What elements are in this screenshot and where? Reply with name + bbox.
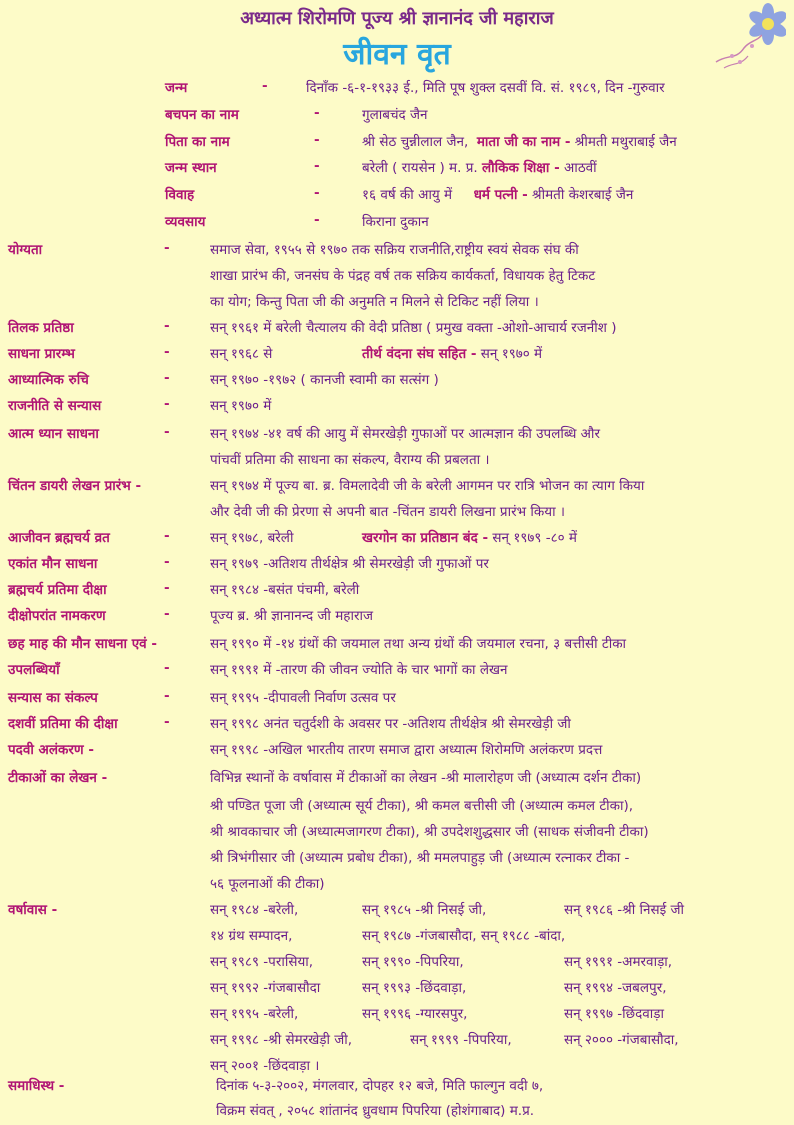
info-dash: -	[314, 212, 320, 228]
timeline-line: सन् १९९८ -अखिल भारतीय तारण समाज द्वारा अध्यात्म शिरोमणि अलंकरण प्रदत्त	[210, 742, 603, 758]
timeline-label: एकांत मौन साधना	[8, 556, 98, 572]
timeline-dash: -	[164, 580, 170, 596]
timeline-label: छह माह की मौन साधना एवं -	[8, 636, 157, 652]
varshavas-cell: सन् १९९३ -छिंदवाड़ा,	[362, 980, 467, 996]
samadhi-label: समाधिस्थ -	[8, 1078, 65, 1094]
timeline-line: पूज्य ब्र. श्री ज्ञानानन्द जी महाराज	[210, 608, 373, 624]
timeline-dash: -	[164, 714, 170, 730]
varshavas-cell: सन् १९९४ -जबलपुर,	[564, 980, 667, 996]
birthplace: बरेली ( रायसेन ) म. प्र.	[362, 160, 478, 176]
timeline-line: सन् १९९१ में -तारण की जीवन ज्योति के चार भागों का लेखन	[210, 662, 508, 678]
page-title: जीवन वृत	[343, 37, 451, 72]
info-dash: -	[262, 78, 268, 94]
timeline-line: सन् १९७० -१९७२ ( कानजी स्वामी का सत्संग )	[210, 372, 439, 388]
timeline-dash: -	[164, 344, 170, 360]
timeline-label: उपलब्धियाँ	[8, 662, 60, 678]
samadhi-line: दिनांक ५-३-२००२, मंगलवार, दोपहर १२ बजे, मिति फाल्गुन वदी ७,	[216, 1078, 544, 1094]
timeline-extra	[362, 344, 542, 362]
timeline-line: सन् १९६१ में बरेली चैत्यालय की वेदी प्रतिष्ठा ( प्रमुख वक्ता -ओशो-आचार्य रजनीश )	[210, 320, 617, 336]
wife-label: धर्म पत्नी -	[473, 187, 528, 203]
timeline-dash: -	[164, 370, 170, 386]
varshavas-label: वर्षावास -	[8, 902, 58, 918]
timeline-line: का योग; किन्तु पिता जी की अनुमति न मिलने से टिकिट नहीं लिया ।	[210, 294, 539, 310]
timeline-label: टीकाओं का लेखन -	[8, 770, 108, 786]
varshavas-cell: सन् २००१ -छिंदवाड़ा ।	[210, 1058, 320, 1074]
flower-ornament-icon	[714, 2, 786, 70]
khargone-label: खरगोन का प्रतिष्ठान बंद -	[362, 530, 489, 546]
timeline-label: दीक्षोपरांत नामकरण	[8, 608, 106, 624]
varshavas-cell: सन् १९८४ -बरेली,	[210, 902, 299, 918]
varshavas-cell: सन् १९८६ -श्री निसई जी	[564, 902, 685, 918]
timeline-line: सन् १९७० में	[210, 398, 272, 414]
info-value	[362, 158, 597, 176]
timeline-line: सन् १९७८, बरेली	[210, 530, 294, 546]
varshavas-cell: सन् १९९५ -बरेली,	[210, 1006, 299, 1022]
timeline-line: ५६ फूलनाओं की टीका)	[210, 876, 325, 892]
timeline-line: सन् १९८४ -बसंत पंचमी, बरेली	[210, 582, 360, 598]
timeline-label: दशवीं प्रतिमा की दीक्षा	[8, 716, 118, 732]
info-value	[362, 185, 633, 203]
education-label: लौकिक शिक्षा -	[481, 160, 560, 176]
timeline-line: श्री श्रावकाचार जी (अध्यात्मजागरण टीका), श्री उपदेशशुद्धसार जी (साधक संजीवनी टीका)	[210, 824, 649, 840]
wife-name: श्रीमती केशरबाई जैन	[532, 187, 634, 203]
timeline-dash: -	[164, 240, 170, 256]
timeline-line: सन् १९७९ -अतिशय तीर्थक्षेत्र श्री सेमरखेड़ी जी गुफाओं पर	[210, 556, 489, 572]
timeline-line: सन् १९७४ में पूज्य बा. ब्र. विमलादेवी जी के बरेली आगमन पर रात्रि भोजन का त्याग किया	[210, 478, 645, 494]
varshavas-cell: सन् १९९७ -छिंदवाड़ा	[564, 1006, 665, 1022]
timeline-label: तिलक प्रतिष्ठा	[8, 320, 74, 336]
timeline-dash: -	[164, 318, 170, 334]
info-value: गुलाबचंद जैन	[362, 107, 428, 123]
timeline-label: चिंतन डायरी लेखन प्रारंभ -	[8, 478, 142, 494]
timeline-label: आत्म ध्यान साधना	[8, 426, 99, 442]
info-dash: -	[314, 105, 320, 121]
info-label: जन्म	[165, 80, 188, 96]
varshavas-cell: सन् १९९९ -पिपरिया,	[410, 1032, 512, 1048]
samadhi-line: विक्रम संवत् , २०५८ शांतानंद ध्रुवधाम पिपरिया (होशंगाबाद) म.प्र.	[216, 1103, 535, 1119]
timeline-line: शाखा प्रारंभ की, जनसंघ के पंद्रह वर्ष तक सक्रिय कार्यकर्ता, विधायक हेतु टिकट	[210, 268, 596, 284]
info-label: बचपन का नाम	[165, 107, 239, 123]
timeline-line: विभिन्न स्थानों के वर्षावास में टीकाओं का लेखन -श्री मालारोहण जी (अध्यात्म दर्शन टीका)	[210, 770, 642, 786]
varshavas-cell: सन् १९९१ -अमरवाड़ा,	[564, 954, 673, 970]
varshavas-cell: १४ ग्रंथ सम्पादन,	[210, 928, 293, 944]
timeline-dash: -	[164, 606, 170, 622]
timeline-line: सन् १९७४ -४१ वर्ष की आयु में सेमरखेड़ी गुफाओं पर आत्मज्ञान की उपलब्धि और	[210, 426, 601, 442]
timeline-dash: -	[164, 396, 170, 412]
marriage-age: १६ वर्ष की आयु में	[362, 187, 453, 203]
timeline-dash: -	[164, 554, 170, 570]
timeline-label: आध्यात्मिक रुचि	[8, 372, 89, 388]
varshavas-cell: सन् १९९६ -ग्यारसपुर,	[362, 1006, 468, 1022]
timeline-line: पांचवीं प्रतिमा की साधना का संकल्प, वैराग्य की प्रबलता ।	[210, 452, 490, 468]
info-value: दिनाँक -६-१-१९३३ ई., मिति पूष शुक्ल दसवीं वि. सं. १९८९, दिन -गुरुवार	[306, 80, 665, 96]
varshavas-cell: सन् १९९८ -श्री सेमरखेड़ी जी,	[210, 1032, 353, 1048]
info-dash: -	[314, 158, 320, 174]
timeline-line: सन् १९६८ से	[210, 346, 273, 362]
timeline-line: समाज सेवा, १९५५ से १९७० तक सक्रिय राजनीति,राष्ट्रीय स्वयं सेवक संघ की	[210, 242, 579, 258]
timeline-label: सन्यास का संकल्प	[8, 690, 98, 706]
timeline-label: राजनीति से सन्यास	[8, 398, 102, 414]
timeline-dash: -	[164, 424, 170, 440]
varshavas-cell: सन् १९९० -पिपरिया,	[362, 954, 464, 970]
page-subtitle: अध्यात्म शिरोमणि पूज्य श्री ज्ञानानंद जी महाराज	[240, 8, 554, 29]
varshavas-cell: सन् १९८५ -श्री निसई जी,	[362, 902, 487, 918]
info-value	[362, 132, 677, 150]
info-value: किराना दुकान	[362, 214, 429, 230]
pilgrimage-label: तीर्थ वंदना संघ सहित -	[362, 346, 477, 362]
mother-label: माता जी का नाम -	[476, 134, 571, 150]
timeline-dash: -	[164, 688, 170, 704]
father-name: श्री सेठ चुन्नीलाल जैन,	[362, 134, 469, 150]
info-label: जन्म स्थान	[165, 160, 217, 176]
timeline-label: साधना प्रारम्भ	[8, 346, 75, 362]
timeline-line: श्री पण्डित पूजा जी (अध्यात्म सूर्य टीका), श्री कमल बत्तीसी जी (अध्यात्म कमल टीका),	[210, 798, 634, 814]
timeline-label: आजीवन ब्रह्मचर्य व्रत	[8, 530, 110, 546]
timeline-line: और देवी जी की प्रेरणा से अपनी बात -चिंतन डायरी लिखना प्रारंभ किया ।	[210, 504, 565, 520]
pilgrimage-value: सन् १९७० में	[480, 346, 543, 362]
mother-name: श्रीमती मथुराबाई जैन	[574, 134, 677, 150]
timeline-line: श्री त्रिभंगीसार जी (अध्यात्म प्रबोध टीका), श्री ममलपाहुड़ जी (अध्यात्म रत्नाकर टीका -	[210, 850, 630, 866]
varshavas-cell: सन् १९८९ -परासिया,	[210, 954, 314, 970]
timeline-line: सन् १९९८ अनंत चतुर्दशी के अवसर पर -अतिशय तीर्थक्षेत्र श्री सेमरखेड़ी जी	[210, 716, 571, 732]
timeline-line: सन् १९९० में -१४ ग्रंथों की जयमाल तथा अन्य ग्रंथों की जयमाल रचना, ३ बत्तीसी टीका	[210, 636, 627, 652]
timeline-extra	[362, 528, 577, 546]
info-dash: -	[314, 185, 320, 201]
education-value: आठवीं	[564, 160, 597, 176]
varshavas-cell: सन् १९८७ -गंजबासौदा, सन् १९८८ -बांदा,	[362, 928, 566, 944]
khargone-value: सन् १९७९ -८० में	[492, 530, 577, 546]
info-label: विवाह	[165, 187, 195, 203]
info-label: पिता का नाम	[165, 134, 230, 150]
varshavas-cell: सन् १९९२ -गंजबासौदा	[210, 980, 321, 996]
timeline-label: ब्रह्मचर्य प्रतिमा दीक्षा	[8, 582, 107, 598]
timeline-label: पदवी अलंकरण -	[8, 742, 94, 758]
timeline-dash: -	[164, 660, 170, 676]
info-dash: -	[314, 132, 320, 148]
timeline-line: सन् १९९५ -दीपावली निर्वाण उत्सव पर	[210, 690, 396, 706]
varshavas-cell: सन् २००० -गंजबासौदा,	[564, 1032, 679, 1048]
info-label: व्यवसाय	[165, 214, 206, 230]
timeline-dash: -	[164, 528, 170, 544]
timeline-label: योग्यता	[8, 242, 43, 258]
